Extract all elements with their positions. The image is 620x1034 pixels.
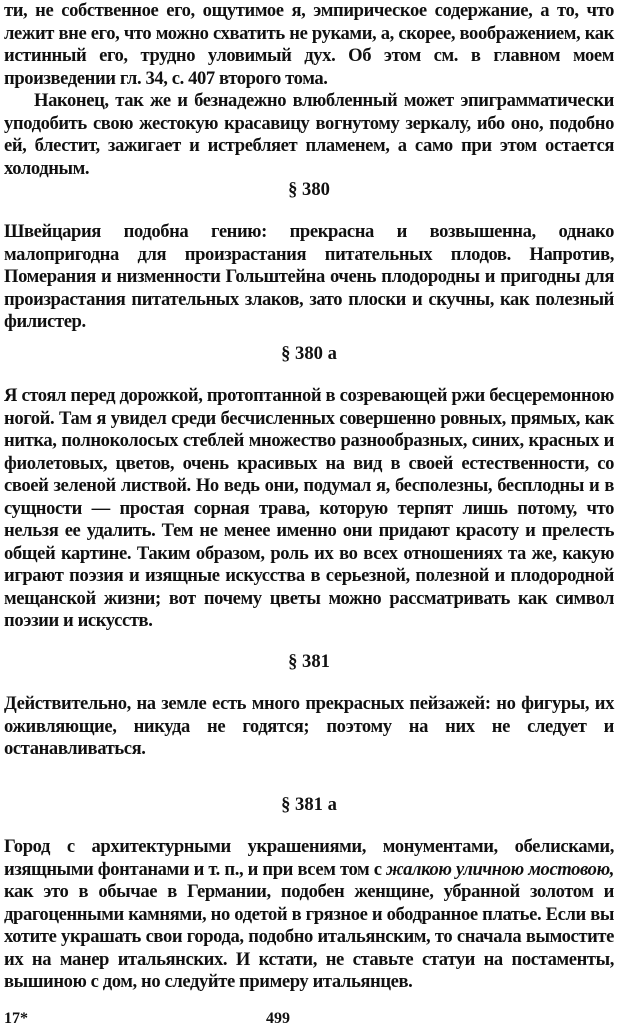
section-paragraph: Действительно, на земле есть много прекрасных пейзажей: но фигуры, их оживляющие, никуда не годятся; поэтому на них не следует и останавливаться. — [4, 693, 614, 759]
book-page — [4, 0, 614, 1034]
section-paragraph: Я стоял перед дорожкой, протоптанной в созревающей ржи бесцеремонною ногой. Там я увидел среди бесчисленных совершенно ровных, прямых, как нитка, полноколосых стеблей множество разнообразных, синих, красных и фиолетовых, цветов, очень красивых на вид в своей естественности, со своей зеленой листвой. Но ведь они, подумал я, бесполезны, бесплодны и в сущности — простая сорная трава, которую терпят лишь потому, что нельзя ее удалить. Тем не менее именно они придают красоту и прелесть общей картине. Таким образом, роль их во всех отношениях та же, какую играют поэзия и изящные искусства в серьезной, полезной и плодородной мещанской жизни; вот почему цветы можно рассматривать как символ поэзии и искусств. — [4, 385, 614, 631]
italic-phrase: жалкою уличною мостовою, — [386, 858, 614, 880]
section-380-body — [4, 221, 614, 334]
signature-mark: 17* — [4, 1010, 28, 1027]
intro-block — [4, 0, 614, 180]
intro-paragraph-2: Наконец, так же и безнадежно влюбленный может эпиграмматически уподобить свою жестокую красавицу вогнутому зеркалу, ибо оно, подобно ей, блестит, зажигает и истребляет пламенем, а само при этом остается холодным. — [4, 90, 614, 179]
section-380 — [4, 179, 614, 201]
section-heading: § 380 — [288, 179, 330, 200]
text-after-italic: как это в обычае в Германии, подобен женщине, убранной золотом и драгоценными камнями, но одетой в грязное и ободранное платье. Если вы хотите украшать свои города, подобно итальянским, то сначала вымостите их на манер итальянских. И кстати, не ставьте статуи на постаменты, вышиною с дом, но следуйте примеру итальянцев. — [4, 881, 614, 992]
section-381a — [4, 794, 614, 816]
page-number: 499 — [266, 1010, 290, 1027]
text-before-italic: Город с архитектурными украшениями, монументами, обелисками, изящными фонтанами и т. п., и при всем том с — [4, 836, 614, 880]
section-heading: § 381 а — [281, 794, 337, 815]
section-paragraph — [4, 836, 614, 994]
section-381-body — [4, 693, 614, 761]
section-381a-body — [4, 836, 614, 994]
section-380a — [4, 343, 614, 365]
intro-paragraph-1: ти, не собственное его, ощутимое я, эмпирическое содержание, а то, что лежит вне его, что можно схватить не руками, а, скорее, воображением, как истинный его, трудно уловимый дух. Об этом см. в главном моем произведении гл. 34, с. 407 второго тома. — [4, 0, 614, 89]
section-paragraph: Швейцария подобна гению: прекрасна и возвышенна, однако малопригодна для произрастания питательных плодов. Напротив, Померания и низменности Гольштейна очень плодородны и пригодны для произрастания питательных злаков, зато плоски и скучны, как полезный филистер. — [4, 221, 614, 332]
section-heading: § 381 — [288, 651, 330, 672]
section-381 — [4, 651, 614, 673]
section-380a-body — [4, 385, 614, 633]
section-heading: § 380 а — [281, 343, 337, 364]
